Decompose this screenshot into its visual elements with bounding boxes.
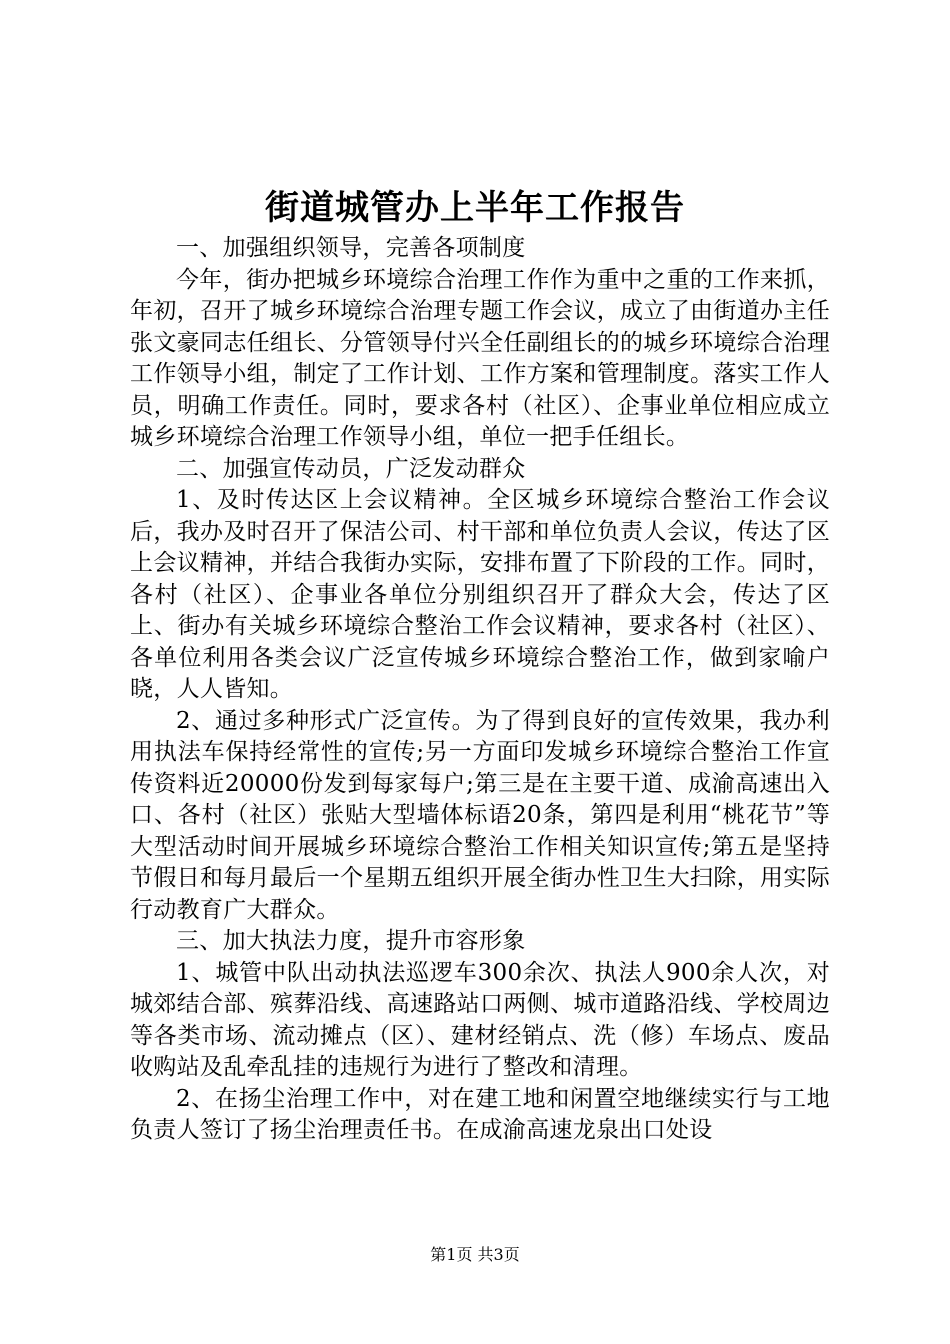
- paragraph: 2、在扬尘治理工作中，对在建工地和闲置空地继续实行与工地负责人签订了扬尘治理责任书。在成渝高速龙泉出口处设: [130, 1085, 830, 1143]
- paragraph: 1、城管中队出动执法巡逻车300余次、执法人900余人次，对城郊结合部、殡葬沿线、高速路站口两侧、城市道路沿线、学校周边等各类市场、流动摊点（区）、建材经销点、洗（修）车场点、废品收购站及乱牵乱挂的违规行为进行了整改和清理。: [130, 959, 830, 1080]
- section-heading-3: 三、加大执法力度，提升市容形象: [176, 928, 526, 954]
- page-footer: 第1页 共3页: [430, 1245, 520, 1264]
- document-body: [130, 233, 830, 1147]
- section-heading-2: 二、加强宣传动员，广泛发动群众: [176, 455, 526, 482]
- document-title: 街道城管办上半年工作报告: [265, 188, 685, 228]
- paragraph: 今年，街办把城乡环境综合治理工作作为重中之重的工作来抓，年初，召开了城乡环境综合治理专题工作会议，成立了由街道办主任张文豪同志任组长、分管领导付兴全任副组长的的城乡环境综合治理工作领导小组，制定了工作计划、工作方案和管理制度。落实工作人员，明确工作责任。同时，要求各村（社区）、企事业单位相应成立城乡环境综合治理工作领导小组，单位一把手任组长。: [130, 266, 830, 450]
- section-heading-1: 一、加强组织领导，完善各项制度: [176, 235, 526, 261]
- paragraph: 1、及时传达区上会议精神。全区城乡环境综合整治工作会议后，我办及时召开了保洁公司、村干部和单位负责人会议，传达了区上会议精神，并结合我街办实际，安排布置了下阶段的工作。同时，各村（社区）、企事业各单位分别组织召开了群众大会，传达了区上、街办有关城乡环境综合整治工作会议精神，要求各村（社区）、各单位利用各类会议广泛宣传城乡环境综合整治工作，做到家喻户晓，人人皆知。: [130, 487, 830, 702]
- paragraph: 2、通过多种形式广泛宣传。为了得到良好的宣传效果，我办利用执法车保持经常性的宣传;另一方面印发城乡环境综合整治工作宣传资料近20000份发到每家每户;第三是在主要干道、成渝高速出入口、各村（社区）张贴大型墙体标语20条，第四是利用“桃花节”等大型活动时间开展城乡环境综合整治工作相关知识宣传;第五是坚持节假日和每月最后一个星期五组织开展全街办性卫生大扫除，用实际行动教育广大群众。: [130, 707, 830, 923]
